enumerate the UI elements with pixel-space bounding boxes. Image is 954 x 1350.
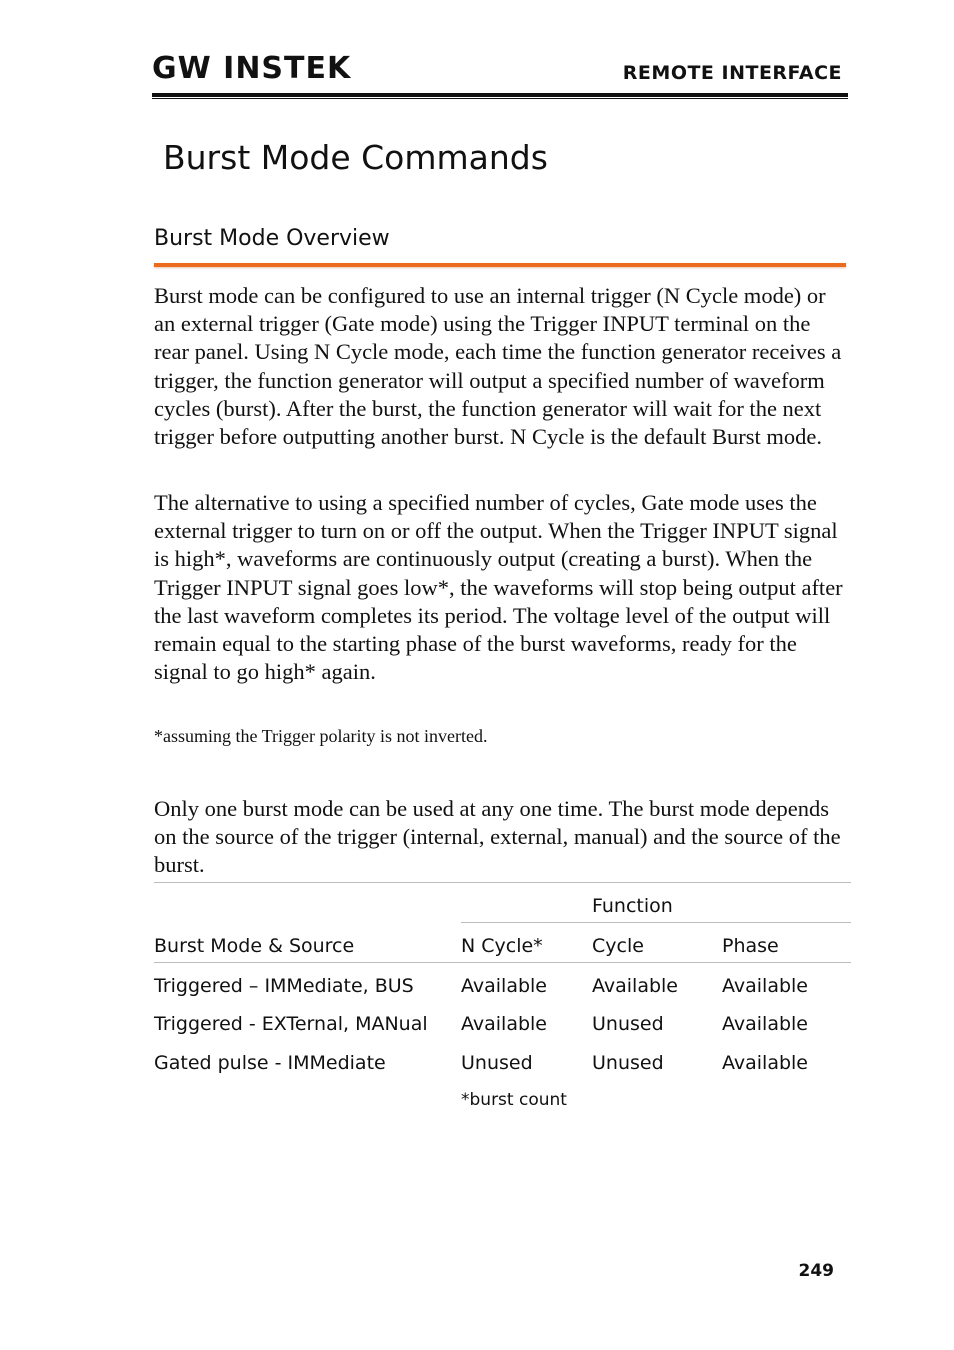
table-cell: Available <box>722 1052 809 1074</box>
function-group-header: Function <box>592 895 673 917</box>
table-cell: Unused <box>461 1052 533 1074</box>
table-cell: Triggered - EXTernal, MANual <box>154 1013 428 1035</box>
table-cell: Available <box>592 975 679 997</box>
subsection-title: Burst Mode Overview <box>154 226 390 251</box>
table-cell: Available <box>461 1013 548 1035</box>
table-cell: Unused <box>592 1013 664 1035</box>
paragraph-gate-mode: The alternative to using a specified number of cycles, Gate mode uses the external trigger to turn on or off the output. When the Trigger INPUT signal is high*, waveforms are continuously output (creating a burst). When the Trigger INPUT signal goes low*, the waveforms will stop being output after the last waveform completes its period. The voltage level of the output will remain equal to the starting phase of the burst waveforms, ready for the signal to go high* again. <box>154 490 843 685</box>
table-cell: Unused <box>592 1052 664 1074</box>
group-header-rule <box>461 922 851 923</box>
table-top-rule <box>154 882 851 883</box>
gw-instek-logo: GW INSTEK <box>152 51 352 86</box>
column-header: N Cycle* <box>461 935 543 957</box>
page-number: 249 <box>798 1261 834 1281</box>
burst-count-note: *burst count <box>461 1090 567 1110</box>
column-header: Cycle <box>592 935 644 957</box>
table-cell: Available <box>461 975 548 997</box>
table-cell: Available <box>722 1013 809 1035</box>
table-cell: Triggered – IMMediate, BUS <box>154 975 414 997</box>
table-cell: Available <box>722 975 809 997</box>
subsection-underline <box>154 263 846 267</box>
header-divider-thin <box>152 98 848 99</box>
table-cell: Gated pulse - IMMediate <box>154 1052 386 1074</box>
header-bottom-rule <box>154 962 851 963</box>
paragraph-one-mode: Only one burst mode can be used at any one time. The burst mode depends on the source of the trigger (internal, external, manual) and the source of the burst. <box>154 796 841 878</box>
polarity-footnote: *assuming the Trigger polarity is not inverted. <box>154 726 488 746</box>
column-header: Burst Mode & Source <box>154 935 355 957</box>
column-header: Phase <box>722 935 779 957</box>
page-title: Burst Mode Commands <box>163 138 548 177</box>
section-label: REMOTE INTERFACE <box>622 62 842 84</box>
header-divider <box>152 93 848 97</box>
paragraph-n-cycle: Burst mode can be configured to use an internal trigger (N Cycle mode) or an external trigger (Gate mode) using the Trigger INPUT terminal on the rear panel. Using N Cycle mode, each time the function generator receives a trigger, the function generator will output a specified number of waveform cycles (burst). After the burst, the function generator will wait for the next trigger before outputting another burst. N Cycle is the default Burst mode. <box>154 283 842 450</box>
